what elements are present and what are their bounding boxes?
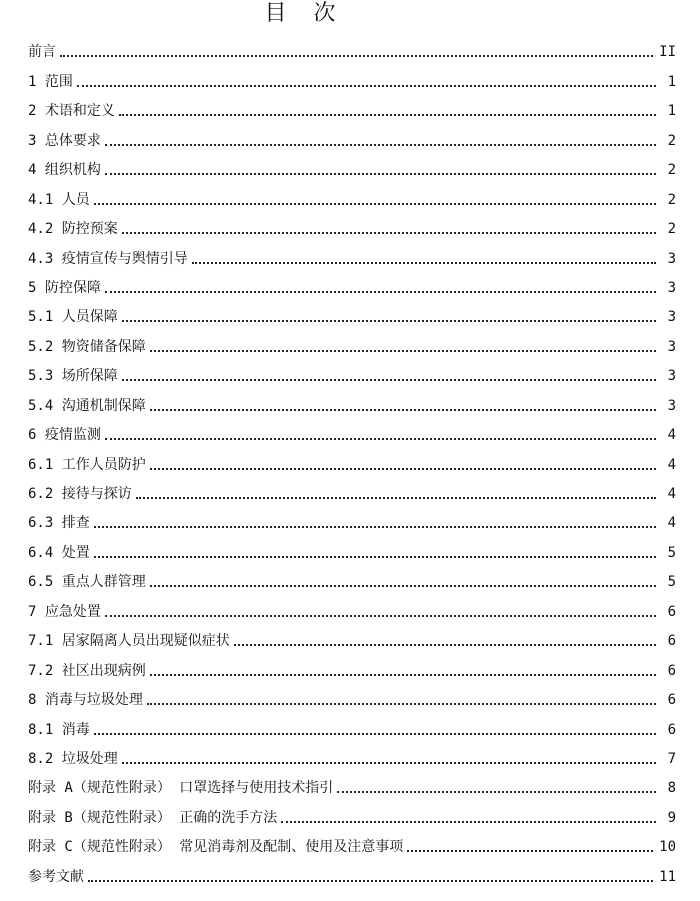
dot-leader xyxy=(407,836,653,852)
toc-entry-page: 6 xyxy=(667,603,676,620)
toc-entry-page: 2 xyxy=(667,191,676,208)
toc-entry-label: 6.4 处置 xyxy=(28,544,90,561)
toc-entry[interactable] xyxy=(0,209,700,238)
dot-leader xyxy=(337,777,656,793)
toc-entry-page: 1 xyxy=(667,103,676,120)
toc-entry[interactable] xyxy=(0,91,700,120)
toc-entry[interactable] xyxy=(0,326,700,355)
toc-entry-page: 4 xyxy=(667,427,676,444)
toc-entry-label: 4.2 防控预案 xyxy=(28,221,118,238)
toc-entry-page: 2 xyxy=(667,162,676,179)
dot-leader xyxy=(119,100,656,116)
toc-entry-page: 6 xyxy=(667,633,676,650)
dot-leader xyxy=(122,748,656,764)
dot-leader xyxy=(281,807,656,823)
toc-entry-label: 2 术语和定义 xyxy=(28,103,115,120)
toc-entry-label: 5 防控保障 xyxy=(28,279,101,296)
toc-entry-page: 9 xyxy=(667,809,676,826)
toc-entry[interactable] xyxy=(0,415,700,444)
toc-entry[interactable] xyxy=(0,709,700,738)
toc-entry-label: 8 消毒与垃圾处理 xyxy=(28,692,143,709)
dot-leader xyxy=(94,512,656,528)
toc-entry[interactable] xyxy=(0,680,700,709)
toc-entry-label: 6.3 排查 xyxy=(28,515,90,532)
toc-entry-page: 3 xyxy=(667,309,676,326)
toc-entry-label: 附录 A（规范性附录） 口罩选择与使用技术指引 xyxy=(28,780,334,797)
toc-entry-label: 6.1 工作人员防护 xyxy=(28,456,146,473)
dot-leader xyxy=(105,159,656,175)
toc-entry-label: 前言 xyxy=(28,44,56,61)
toc-entry[interactable] xyxy=(0,650,700,679)
toc-entry-label: 5.2 物资储备保障 xyxy=(28,338,146,355)
toc-entry-page: II xyxy=(659,44,676,61)
toc-entry[interactable] xyxy=(0,827,700,856)
toc-entry[interactable] xyxy=(0,444,700,473)
toc-entry-page: 3 xyxy=(667,397,676,414)
toc-entry-label: 6.2 接待与探访 xyxy=(28,486,132,502)
toc-entry[interactable] xyxy=(0,150,700,179)
dot-leader xyxy=(150,454,656,470)
toc-entry[interactable] xyxy=(0,797,700,826)
dot-leader xyxy=(60,41,653,57)
toc-entry-label: 参考文献 xyxy=(28,868,84,885)
toc-entry-page: 5 xyxy=(667,574,676,591)
toc-entry[interactable] xyxy=(0,297,700,326)
toc-entry-label: 6.5 重点人群管理 xyxy=(28,574,146,591)
toc-entry-label: 8.2 垃圾处理 xyxy=(28,750,118,767)
dot-leader xyxy=(77,71,656,87)
toc-entry-page: 8 xyxy=(667,780,676,797)
toc-entry-page: 6 xyxy=(667,692,676,709)
toc-entry-label: 8.1 消毒 xyxy=(28,721,90,738)
table-of-contents xyxy=(0,32,700,886)
toc-entry-page: 11 xyxy=(659,868,676,885)
toc-entry-page: 6 xyxy=(667,721,676,738)
toc-entry-label: 4.1 人员 xyxy=(28,191,90,208)
toc-entry-label: 7 应急处置 xyxy=(28,603,101,620)
toc-entry-page: 6 xyxy=(667,662,676,679)
toc-entry[interactable] xyxy=(0,503,700,532)
dot-leader xyxy=(147,689,656,705)
toc-entry-page: 2 xyxy=(667,132,676,149)
dot-leader xyxy=(234,630,656,646)
dot-leader xyxy=(94,719,656,735)
toc-entry[interactable] xyxy=(0,621,700,650)
toc-title: 目 次 xyxy=(264,1,346,26)
dot-leader xyxy=(105,424,656,440)
toc-entry[interactable] xyxy=(0,591,700,620)
dot-leader xyxy=(136,483,656,499)
dot-leader xyxy=(94,189,656,205)
toc-entry-page: 10 xyxy=(659,839,676,856)
toc-entry-page: 3 xyxy=(667,368,676,385)
toc-entry-page: 3 xyxy=(667,250,676,267)
toc-entry-page: 4 xyxy=(667,486,676,502)
toc-entry-label: 4 组织机构 xyxy=(28,162,101,179)
dot-leader xyxy=(122,365,656,381)
toc-entry-page: 4 xyxy=(667,456,676,473)
dot-leader xyxy=(88,866,653,882)
toc-entry-label: 3 总体要求 xyxy=(28,132,101,149)
toc-entry[interactable] xyxy=(0,268,700,297)
toc-entry-page: 2 xyxy=(667,221,676,238)
toc-entry-label: 6 疫情监测 xyxy=(28,427,101,444)
toc-entry[interactable] xyxy=(0,739,700,768)
toc-entry-page: 4 xyxy=(667,515,676,532)
toc-entry[interactable] xyxy=(0,562,700,591)
toc-entry[interactable] xyxy=(0,768,700,797)
toc-entry-label: 5.1 人员保障 xyxy=(28,309,118,326)
toc-entry[interactable] xyxy=(0,32,700,61)
toc-entry-page: 3 xyxy=(667,279,676,296)
toc-entry-page: 3 xyxy=(667,338,676,355)
toc-entry-label: 5.3 场所保障 xyxy=(28,368,118,385)
dot-leader xyxy=(150,336,656,352)
toc-entry-page: 7 xyxy=(667,750,676,767)
toc-entry[interactable] xyxy=(0,179,700,208)
dot-leader xyxy=(94,542,656,558)
toc-entry[interactable] xyxy=(0,385,700,414)
dot-leader xyxy=(150,395,656,411)
dot-leader xyxy=(105,277,656,293)
toc-entry[interactable] xyxy=(0,120,700,149)
dot-leader xyxy=(150,660,656,676)
toc-entry[interactable] xyxy=(0,61,700,90)
toc-entry-label: 附录 B（规范性附录） 正确的洗手方法 xyxy=(28,809,278,826)
dot-leader xyxy=(192,248,656,264)
toc-entry[interactable] xyxy=(0,356,700,385)
toc-entry-label: 5.4 沟通机制保障 xyxy=(28,397,146,414)
toc-entry[interactable] xyxy=(0,474,700,503)
toc-entry[interactable] xyxy=(0,532,700,561)
toc-entry-label: 附录 C（规范性附录） 常见消毒剂及配制、使用及注意事项 xyxy=(28,839,404,856)
toc-entry-page: 1 xyxy=(667,73,676,90)
dot-leader xyxy=(122,306,656,322)
toc-entry-label: 7.2 社区出现病例 xyxy=(28,662,146,679)
toc-entry-label: 7.1 居家隔离人员出现疑似症状 xyxy=(28,633,230,650)
dot-leader xyxy=(105,601,656,617)
dot-leader xyxy=(105,130,656,146)
toc-entry-label: 4.3 疫情宣传与舆情引导 xyxy=(28,250,188,267)
dot-leader xyxy=(150,571,656,587)
toc-entry[interactable] xyxy=(0,856,700,885)
toc-entry[interactable] xyxy=(0,238,700,267)
toc-entry-page: 5 xyxy=(667,544,676,561)
dot-leader xyxy=(122,218,656,234)
toc-entry-label: 1 范围 xyxy=(28,73,73,90)
